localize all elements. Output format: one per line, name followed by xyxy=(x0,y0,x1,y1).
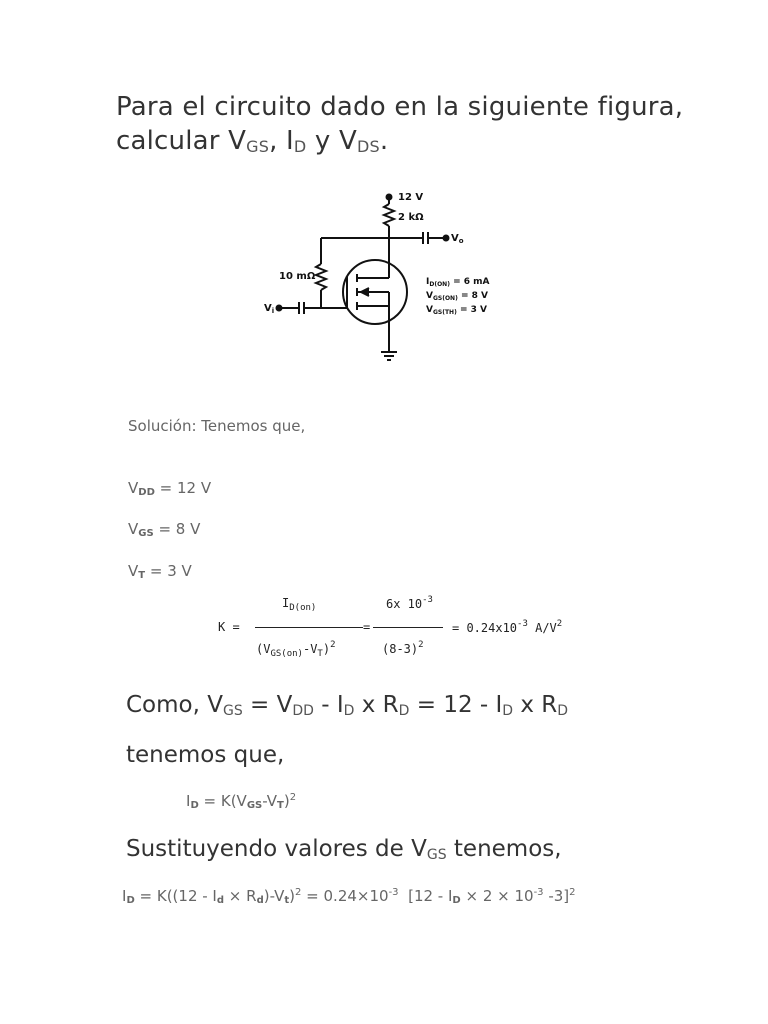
eq-text: = K(V xyxy=(198,792,247,810)
vt-value xyxy=(128,562,192,581)
fraction-bar-1 xyxy=(255,627,363,628)
var-text: = 8 V xyxy=(153,520,201,538)
k-denominator-2 xyxy=(382,640,424,656)
var-sub: DD xyxy=(138,487,155,498)
eq-text: )-V xyxy=(263,887,285,905)
formula-sup: 2 xyxy=(330,640,336,650)
title-text: y V xyxy=(306,126,357,156)
formula-text: = 0.24x10 xyxy=(452,621,518,635)
spec-text: = 3 V xyxy=(456,305,487,315)
eq-sub: D xyxy=(190,800,199,811)
formula-sup: 2 xyxy=(418,640,424,650)
input-label xyxy=(264,303,274,315)
title-line-2 xyxy=(116,124,683,164)
eq-sub: t xyxy=(284,895,290,906)
var-text: V xyxy=(128,479,139,497)
vdd-value xyxy=(128,479,211,498)
title-line-1: Para el circuito dado en la siguiente figura, xyxy=(116,92,684,122)
eq-text: = V xyxy=(242,692,293,718)
eq-text: I xyxy=(186,792,191,810)
input-label-v: V xyxy=(264,303,272,314)
k-numerator-1 xyxy=(282,596,316,613)
formula-sup: -3 xyxy=(422,595,433,605)
var-sub: T xyxy=(138,570,146,581)
eq-sub: D xyxy=(126,895,135,906)
var-text: V xyxy=(128,562,139,580)
eq-text: ) xyxy=(289,887,296,905)
var-text: = 3 V xyxy=(145,562,192,580)
eq-text: = K((12 - I xyxy=(134,887,217,905)
eq-sub: d xyxy=(216,895,225,906)
eq-text: x R xyxy=(513,692,558,718)
input-label-sub: i xyxy=(271,307,275,315)
k-equals: = xyxy=(363,620,371,634)
eq-sub: D xyxy=(452,895,461,906)
eq-text: Sustituyendo valores de V xyxy=(126,836,427,862)
eq-sub: T xyxy=(277,800,284,811)
eq-sub: D xyxy=(502,703,514,719)
output-label-v: V xyxy=(451,233,459,244)
k-denominator-1 xyxy=(256,640,336,659)
solution-intro: Solución: Tenemos que, xyxy=(128,417,306,435)
eq-sub: d xyxy=(256,895,264,906)
spec-text: I xyxy=(426,277,430,287)
formula-sup: 2 xyxy=(556,619,563,629)
eq-sup: -3 xyxy=(388,887,399,898)
spec-id-on xyxy=(426,277,490,288)
id-equation xyxy=(186,792,296,811)
vgs-value xyxy=(128,520,200,539)
eq-text: I xyxy=(122,887,127,905)
supply-label: 12 V xyxy=(398,192,424,203)
eq-text: x R xyxy=(354,692,399,718)
eq-sub: GS xyxy=(426,847,447,863)
k-result xyxy=(452,619,562,635)
eq-sup: 2 xyxy=(289,792,297,803)
var-text: V xyxy=(128,520,139,538)
var-text: = 12 V xyxy=(154,479,212,497)
spec-sub: D(ON) xyxy=(429,281,450,288)
fraction-bar-2 xyxy=(373,627,443,628)
eq-sub: GS xyxy=(246,800,263,811)
eq-text: - I xyxy=(313,692,344,718)
formula-text: ) xyxy=(322,642,331,656)
eq-text: tenemos, xyxy=(446,836,562,862)
title-text: calcular V xyxy=(116,126,247,156)
formula-text: -V xyxy=(302,642,318,656)
eq-sup: 2 xyxy=(569,887,576,898)
eq-sub: D xyxy=(343,703,355,719)
formula-text: 6x 10 xyxy=(386,597,423,611)
formula-sub: GS(on) xyxy=(270,649,303,659)
title-sub: DS xyxy=(356,137,380,156)
eq-text: × R xyxy=(224,887,257,905)
formula-sup: -3 xyxy=(517,619,528,629)
mosfet-circuit-diagram xyxy=(255,180,515,380)
eq-text: Como, V xyxy=(126,692,223,718)
final-equation xyxy=(122,887,576,906)
eq-sup: -3 xyxy=(533,887,544,898)
formula-text: (8-3) xyxy=(382,642,419,656)
eq-sub: GS xyxy=(222,703,243,719)
eq-text: -V xyxy=(262,792,278,810)
var-sub: GS xyxy=(138,528,154,539)
formula-text: (V xyxy=(256,642,271,656)
title-sub: D xyxy=(293,137,307,156)
eq-text: ) xyxy=(283,792,290,810)
spec-sub: GS(TH) xyxy=(432,309,457,316)
output-label-sub: o xyxy=(458,237,464,245)
eq-sub: DD xyxy=(292,703,314,719)
formula-sub: D(on) xyxy=(289,603,317,613)
como-equation xyxy=(126,692,568,719)
drain-resistor-label: 2 kΩ xyxy=(398,212,424,223)
k-numerator-2 xyxy=(386,595,433,611)
spec-vgs-on xyxy=(426,291,488,302)
spec-text: V xyxy=(426,291,433,301)
sustituyendo-text xyxy=(126,836,562,863)
title-text: , I xyxy=(269,126,294,156)
eq-sub: D xyxy=(557,703,569,719)
eq-sub: D xyxy=(398,703,410,719)
title-sub: GS xyxy=(246,137,270,156)
title-text: . xyxy=(379,126,389,156)
eq-text: = 12 - I xyxy=(409,692,503,718)
formula-sub: T xyxy=(317,649,323,659)
problem-title xyxy=(116,90,683,164)
spec-text: V xyxy=(426,305,433,315)
k-label: K = xyxy=(218,620,240,634)
spec-sub: GS(ON) xyxy=(432,295,458,302)
spec-vgs-th xyxy=(426,305,487,316)
gate-resistor-label: 10 mΩ xyxy=(279,271,316,282)
eq-text: [12 - I xyxy=(398,887,453,905)
spec-text: = 6 mA xyxy=(449,277,490,287)
formula-text: A/V xyxy=(527,621,557,635)
eq-text: = 0.24×10 xyxy=(301,887,389,905)
spec-text: = 8 V xyxy=(457,291,488,301)
output-label xyxy=(451,233,464,245)
eq-sup: 2 xyxy=(295,887,302,898)
tenemos-text: tenemos que, xyxy=(126,742,285,768)
eq-text: × 2 × 10 xyxy=(460,887,534,905)
eq-text: -3] xyxy=(543,887,570,905)
formula-text: I xyxy=(282,596,290,610)
